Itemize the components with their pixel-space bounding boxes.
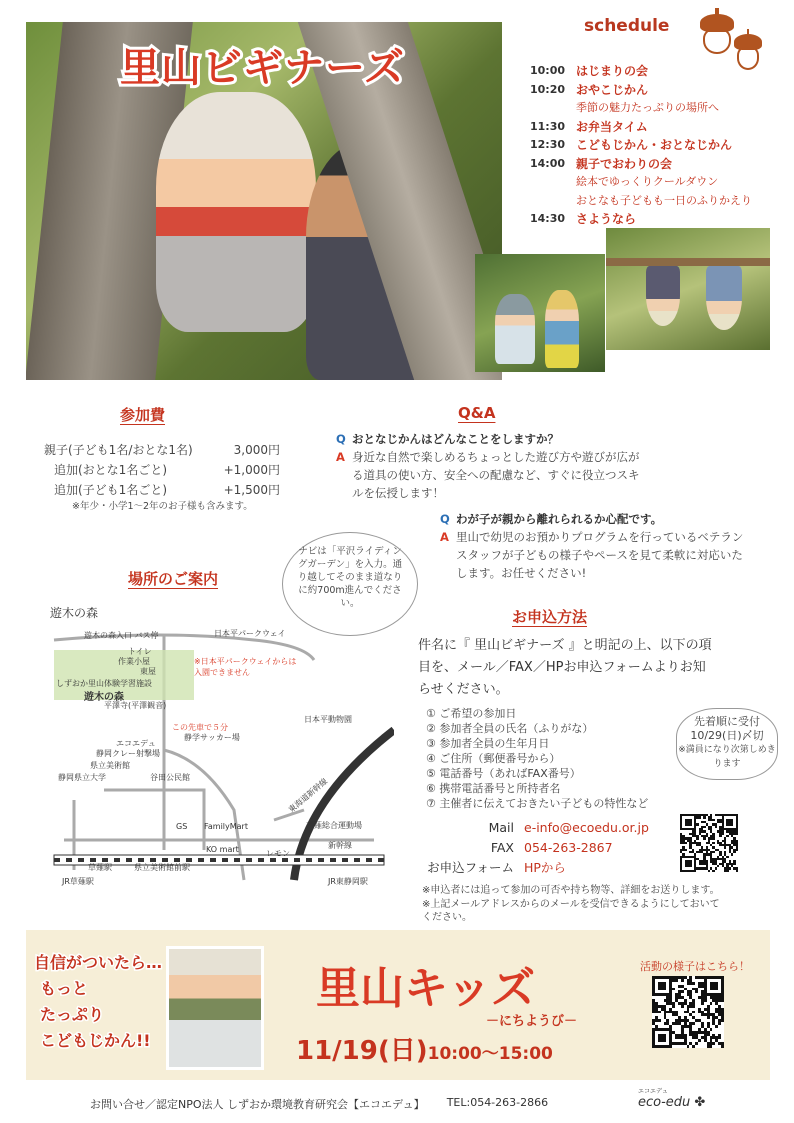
schedule-event: 季節の魅力たっぷりの場所へ — [576, 101, 719, 114]
contact-list — [424, 818, 684, 878]
map-label: 県立美術館前駅 — [134, 863, 190, 872]
photo-parent-child — [475, 254, 605, 372]
photo-kids-hanging — [606, 228, 770, 350]
qa-heading: Q&A — [458, 404, 496, 422]
catch-line: 自信がついたら… — [34, 953, 163, 972]
schedule-item — [530, 99, 780, 118]
catch-line: もっと — [40, 979, 89, 998]
schedule-event: おとなも子どもも一日のふりかえり — [576, 193, 752, 207]
schedule-event: はじまりの会 — [576, 64, 649, 78]
apply-item: ⑦ 主催者に伝えておきたい子どもの特性など — [426, 797, 649, 810]
schedule-event: さようなら — [576, 212, 637, 226]
fee-list — [44, 440, 304, 514]
map-label: 東屋 — [140, 667, 156, 676]
fee-price: +1,500円 — [223, 483, 280, 497]
fee-label: 親子(子ども1名/おとな1名) — [44, 443, 193, 457]
map-title: 遊木の森 — [50, 606, 99, 620]
fee-row — [44, 460, 304, 480]
navi-bubble: ナビは「平沢ライディングガーデン」を入力。通り越してそのまま道なりに約700m進んでください。 — [282, 532, 418, 636]
apply-item: ⑤ 電話番号（あればFAX番号） — [426, 767, 581, 780]
map-label: GS — [176, 822, 188, 831]
footer-tel: TEL:054-263-2866 — [446, 1096, 549, 1109]
schedule-event: おやこじかん — [576, 82, 649, 97]
apply-item: ⑥ 携帯電話番号と所持者名 — [426, 782, 561, 795]
contact-key: FAX — [490, 840, 514, 855]
schedule-time: 10:20 — [530, 82, 566, 96]
map-label: 静岡県立大学 — [58, 773, 106, 782]
contact-row — [424, 818, 684, 838]
fee-label: 追加(子ども1名ごと) — [54, 483, 167, 497]
page-title: 里山ビギナーズ — [120, 45, 405, 91]
apply-items — [426, 706, 696, 811]
apply-item: ③ 参加者全員の生年月日 — [426, 737, 550, 750]
map-label: JR東静岡駅 — [328, 877, 368, 886]
fee-heading: 参加費 — [120, 406, 166, 424]
fee-price: 3,000円 — [233, 443, 280, 457]
schedule-event: 親子でおわりの会 — [576, 156, 673, 171]
qr-code-icon[interactable] — [680, 814, 738, 872]
answer-text: 里山で幼児のお預かりプログラムを行っているベテランスタッフが子どもの様子やペースを見て柔軟に対応いたします。お任せください! — [456, 530, 744, 580]
schedule-heading: schedule — [584, 16, 670, 36]
fee-row — [44, 440, 304, 460]
schedule-time: 14:00 — [530, 156, 566, 170]
map-label: JR草薙駅 — [62, 877, 94, 886]
apply-heading: お申込方法 — [512, 608, 588, 626]
map-warning: ※日本平パークウェイからは入園できません — [194, 657, 297, 677]
a-marker-icon: A — [440, 530, 449, 544]
map-label: トイレ — [128, 647, 152, 656]
map-label: しずおか里山体験学習施設 — [56, 679, 152, 688]
a-marker-icon: A — [336, 450, 345, 464]
note-line: ※申込者には追って参加の可否や持ち物等、詳細をお送りします。 — [422, 885, 720, 896]
eco-edu-logo — [638, 1086, 705, 1110]
schedule-event: こどもじかん・おとなじかん — [576, 138, 733, 152]
answer — [336, 448, 756, 502]
schedule-item — [530, 173, 780, 192]
map-label: レモン — [266, 849, 290, 858]
schedule-item — [530, 192, 780, 211]
map-label: 草薙駅 — [88, 863, 112, 872]
map-label: 遊木の森入口 バス停 — [84, 631, 159, 640]
kid-photo — [166, 946, 264, 1070]
schedule-event: お弁当タイム — [576, 119, 648, 134]
pinwheel-icon: ✤ — [694, 1095, 706, 1110]
map-label: エコエデュ — [116, 739, 156, 748]
question-text: おとなじかんはどんなことをしますか？ — [352, 432, 559, 446]
map-label: 新幹線 — [328, 841, 352, 850]
map-label: 作業小屋 — [118, 657, 150, 666]
map-label: 平澤寺(平澤観音) — [104, 701, 167, 710]
qr-code-icon[interactable] — [652, 976, 724, 1048]
map-label: 谷田公民館 — [150, 773, 190, 782]
schedule-list — [530, 62, 780, 229]
schedule-item — [530, 210, 780, 229]
schedule-item — [530, 81, 780, 100]
fax-number: 054-263-2867 — [524, 840, 613, 855]
schedule-item — [530, 62, 780, 81]
footer-contact: お問い合せ／認定NPO法人 しずおか環境教育研究会【エコエデュ】 — [90, 1098, 425, 1111]
question-text: わが子が親から離れられるか心配です。 — [456, 512, 663, 526]
logo-ruby: エコエデュ — [638, 1088, 668, 1095]
contact-key: Mail — [488, 820, 514, 835]
logo-text: eco-edu — [638, 1095, 691, 1110]
time-text: 10:00〜15:00 — [427, 1044, 553, 1064]
email-link[interactable]: e-info@ecoedu.or.jp — [524, 820, 649, 835]
map-label: 日本平動物園 — [304, 715, 352, 724]
q-marker-icon: Q — [440, 512, 450, 526]
footer — [90, 1096, 710, 1112]
map-label: 静岡クレー射撃場 — [96, 749, 160, 758]
acorn-icon — [700, 14, 734, 54]
schedule-item — [530, 136, 780, 155]
fee-note: ※年少・小学1〜2年のお子様も含みます。 — [72, 501, 253, 512]
fee-label: 追加(おとな1名ごと) — [54, 463, 167, 477]
map-label: 静学サッカー場 — [184, 733, 240, 742]
map-label: 県立美術館 — [90, 761, 130, 770]
fee-price: +1,000円 — [223, 463, 280, 477]
banner-catchcopy — [34, 950, 162, 1054]
question — [336, 430, 756, 448]
deadline-line: 先着順に受付 — [694, 715, 760, 728]
map-label: 東海道新幹線 — [286, 776, 330, 815]
apply-notes — [422, 884, 792, 925]
deadline-bubble — [676, 708, 778, 780]
date-text: 11/19(日) — [296, 1036, 428, 1066]
apply-item: ① ご希望の参加日 — [426, 707, 517, 720]
place-heading: 場所のご案内 — [128, 570, 219, 588]
map-label: 草薙総合運動場 — [306, 821, 362, 830]
note-line: ※上記メールアドレスからのメールを受信できるようにしておいてください。 — [422, 898, 720, 923]
catch-line: たっぷり — [40, 1005, 105, 1024]
kids-subtitle: －にちようび－ — [486, 1014, 578, 1029]
map-label: KO mart — [206, 845, 239, 854]
apply-text: 件名に『 里山ビギナーズ 』と明記の上、以下の項目を、メール／FAX／HPお申込フォームよりお知らせください。 — [418, 638, 712, 697]
child-figure — [156, 92, 316, 332]
map-label: 遊木の森 — [84, 692, 124, 703]
deadline-date: 10/29(日)〆切 — [690, 729, 764, 742]
schedule-time: 14:30 — [530, 212, 566, 225]
schedule-time: 11:30 — [530, 119, 566, 133]
fee-row — [44, 480, 304, 500]
apply-item: ④ ご住所（郵便番号から） — [426, 752, 561, 765]
form-link[interactable]: HPから — [524, 860, 566, 875]
map-label: 日本平パークウェイ — [214, 629, 286, 638]
schedule-event: 絵本でゆっくりクールダウン — [576, 175, 719, 188]
activity-label: 活動の様子はこちら！ — [640, 960, 750, 973]
kids-date — [296, 1030, 553, 1067]
schedule-time: 10:00 — [530, 64, 566, 77]
question — [336, 510, 756, 528]
answer-text: 身近な自然で楽しめるちょっとした遊び方や遊びが広がる道具の使い方、安全への配慮など、すぐに役立つスキルを伝授します！ — [352, 450, 640, 500]
deadline-note: ※満員になり次第しめきります — [678, 745, 776, 769]
contact-row — [424, 838, 684, 858]
schedule-item — [530, 118, 780, 137]
kids-title: 里山キッズ — [316, 963, 536, 1014]
schedule-time: 12:30 — [530, 138, 566, 151]
apply-item: ② 参加者全員の氏名（ふりがな） — [426, 722, 594, 735]
map-label: この先車で５分 — [172, 723, 228, 732]
contact-key: お申込フォーム — [427, 860, 514, 875]
map-label: FamilyMart — [204, 822, 248, 831]
catch-line: こどもじかん!! — [40, 1031, 151, 1050]
q-marker-icon: Q — [336, 432, 346, 446]
access-map — [44, 600, 394, 890]
schedule-item — [530, 155, 780, 174]
contact-row — [424, 858, 684, 878]
